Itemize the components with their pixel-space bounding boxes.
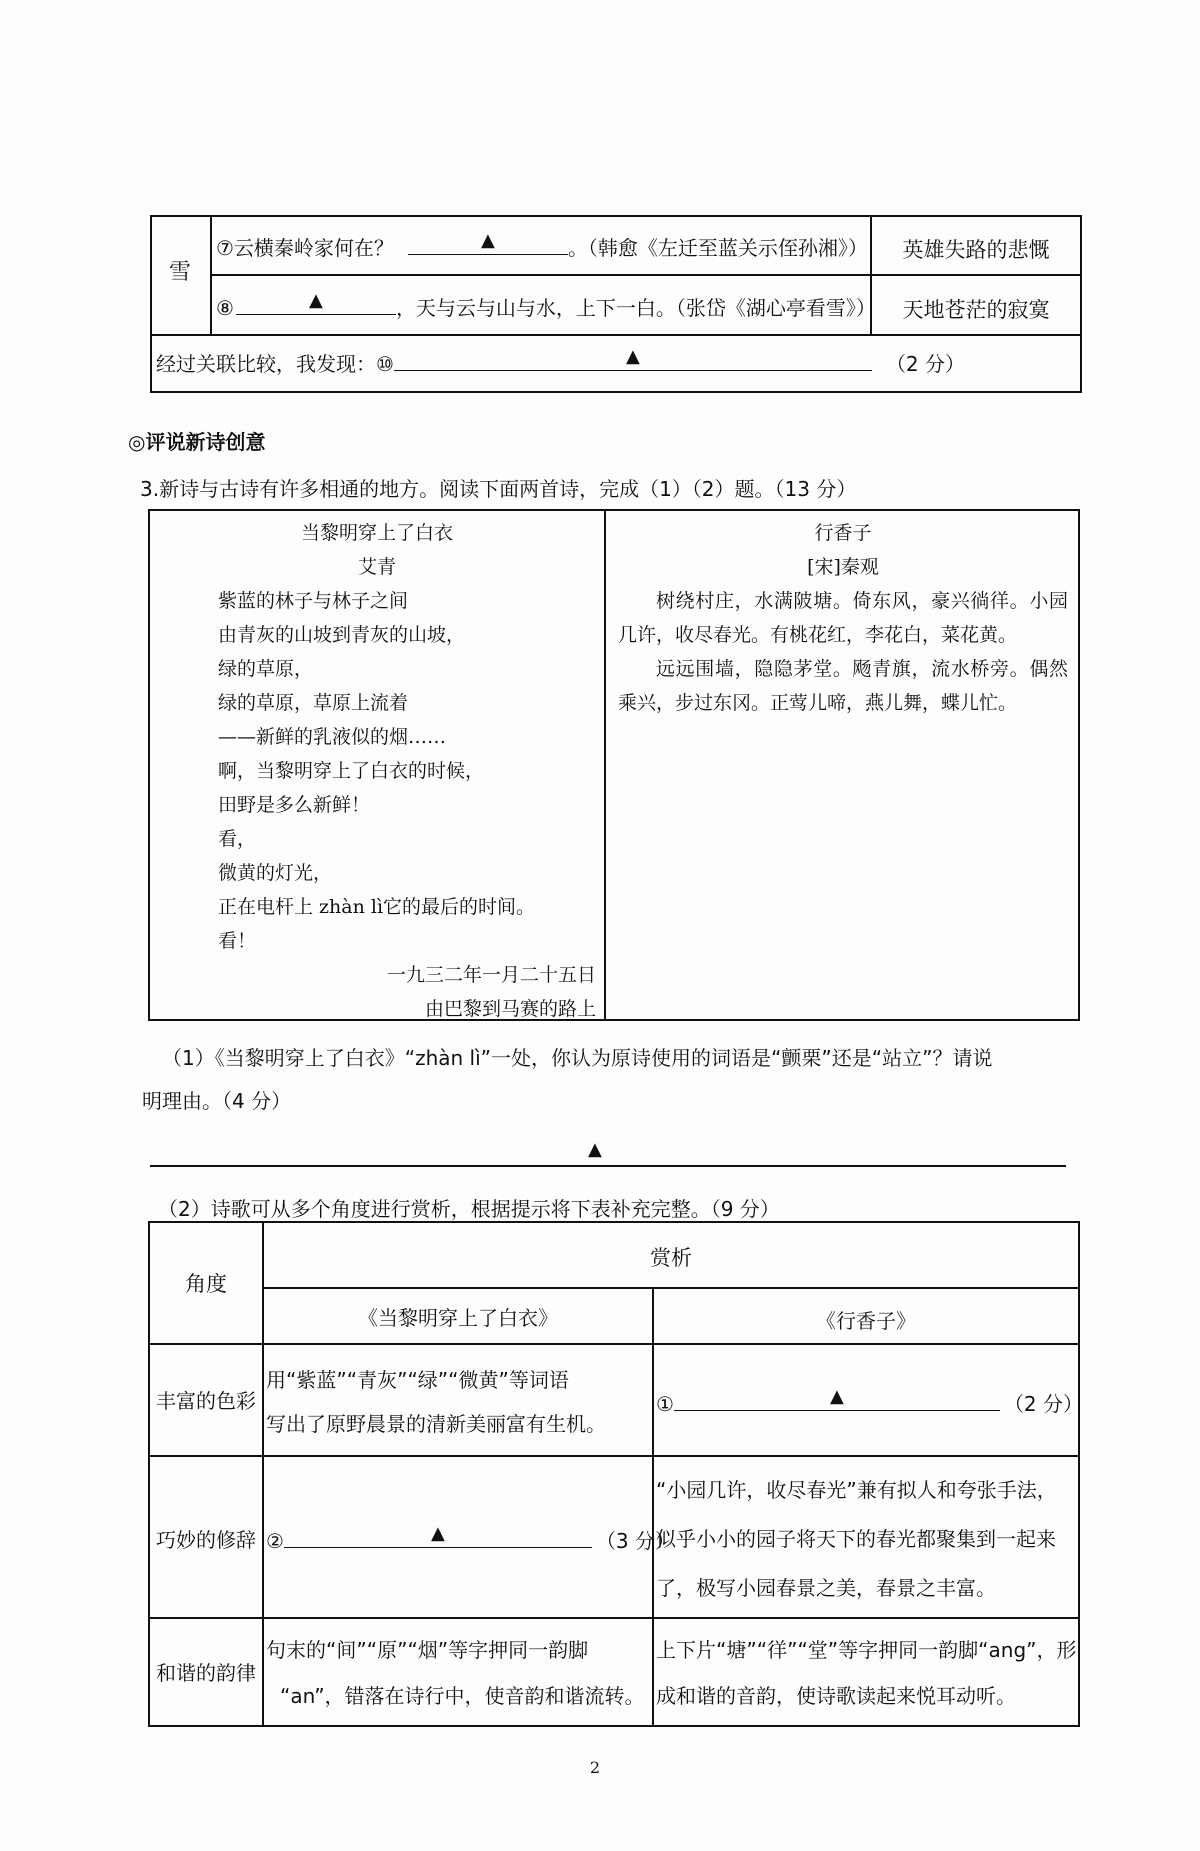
- poem-line: 微黄的灯光，: [218, 862, 333, 884]
- poem-left-title: 当黎明穿上了白衣: [300, 522, 453, 544]
- triangle-marker-icon: ▲: [830, 1386, 844, 1407]
- sub-question-1-answer-line[interactable]: [150, 1139, 1066, 1167]
- poem-line: 由青灰的山坡到青灰的山坡，: [218, 624, 466, 646]
- row7-text-before: ⑦云横秦岭家何在？: [216, 236, 394, 260]
- finding-row: [156, 348, 965, 377]
- row7-feeling: 英雄失路的悲慨: [902, 238, 1050, 262]
- page-number: 2: [589, 1758, 601, 1777]
- poem-line: 看！: [218, 930, 257, 952]
- poem-line: 啊，当黎明穿上了白衣的时候，: [218, 760, 485, 782]
- sub-question-1-line-2: 明理由。（4 分）: [142, 1089, 292, 1113]
- angle-rhythm: 和谐的韵律: [156, 1661, 256, 1685]
- angle-colors: 丰富的色彩: [156, 1389, 256, 1413]
- poem-left-place: 由巴黎到马赛的路上: [424, 998, 596, 1020]
- answer-blank-1[interactable]: [674, 1388, 1000, 1411]
- analysis-rhythm-poem-2: 上下片“塘”“徉”“堂”等字押同一韵脚“ang”，形 成和谐的音韵，使诗歌读起来悦耳动听。: [656, 1638, 1077, 1708]
- row8-text-after: ，天与云与山与水，上下一白。（张岱《湖心亭看雪》）: [395, 296, 876, 320]
- answer-blank-2[interactable]: [284, 1525, 592, 1548]
- angle-rhetoric: 巧妙的修辞: [156, 1528, 256, 1552]
- section-heading: ◎评说新诗创意: [128, 430, 266, 454]
- finding-answer-blank[interactable]: [394, 348, 872, 371]
- row8-feeling: 天地苍茫的寂寞: [902, 298, 1050, 322]
- analysis-rhetoric-poem-2: “小园几许，收尽春光”兼有拟人和夸张手法， 似乎小小的园子将天下的春光都聚集到一起来 了，极写小园春景之美，春景之丰富。: [656, 1478, 1057, 1600]
- analysis-rhetoric-poem-1: ② ▲ （3 分）: [266, 1523, 676, 1553]
- poem-line: 看，: [218, 828, 257, 850]
- poem-line: 绿的草原，: [218, 658, 314, 680]
- poem-right-title: 行香子: [814, 522, 872, 544]
- finding-score: （2 分）: [885, 352, 966, 376]
- question-3-stem: 3.新诗与古诗有许多相通的地方。阅读下面两首诗，完成（1）（2）题。（13 分）: [140, 477, 857, 501]
- header-poem-2: 《行香子》: [816, 1309, 916, 1333]
- poem-right-author: [宋]秦观: [807, 556, 879, 578]
- triangle-marker-icon: ▲: [626, 346, 640, 367]
- finding-label: 经过关联比较，我发现：⑩: [156, 352, 394, 376]
- analysis-colors-poem-1: 用“紫蓝”“青灰”“绿”“微黄”等词语 写出了原野晨景的清新美丽富有生机。: [266, 1368, 606, 1436]
- triangle-marker-icon: ▲: [481, 230, 495, 251]
- analysis-rhythm-poem-1: 句末的“间”“原”“烟”等字押同一韵脚 “an”，错落在诗行中，使音韵和谐流转。: [266, 1638, 645, 1708]
- poem-line: 绿的草原，草原上流着: [218, 692, 409, 714]
- header-angle: 角度: [185, 1272, 227, 1296]
- triangle-marker-icon: ▲: [588, 1139, 602, 1160]
- poem-right-para-1: 树绕村庄，水满陂塘。倚东风，豪兴徜徉。小园几许，收尽春光。有桃花红，李花白，菜花黄。: [618, 590, 1068, 646]
- table-row-8: [216, 292, 876, 321]
- analysis-colors-poem-2: ① ▲ （2 分）: [656, 1386, 1084, 1416]
- table-row-7: [216, 232, 868, 261]
- row8-text-before: ⑧: [216, 296, 234, 320]
- sub-question-2: （2）诗歌可从多个角度进行赏析，根据提示将下表补充完整。（9 分）: [158, 1197, 780, 1221]
- row7-text-after: 。（韩愈《左迁至蓝关示侄孙湘》）: [567, 236, 868, 260]
- row7-answer-blank[interactable]: [408, 232, 568, 255]
- poem-right: [618, 516, 1068, 720]
- poem-line: 正在电杆上 zhàn lì它的最后的时间。: [218, 896, 536, 918]
- table-group-label: 雪: [168, 260, 191, 285]
- sub-question-1-line-1: （1）《当黎明穿上了白衣》“zhàn lì”一处，你认为原诗使用的词语是“颤栗”还是“站立”？请说: [162, 1046, 993, 1070]
- poem-line: 田野是多么新鲜！: [218, 794, 371, 816]
- header-poem-1: 《当黎明穿上了白衣》: [358, 1306, 558, 1330]
- poem-line: ——新鲜的乳液似的烟……: [218, 726, 447, 748]
- header-analysis: 赏析: [650, 1246, 692, 1270]
- poem-left: [150, 516, 604, 1026]
- poem-right-para-2: 远远围墙，隐隐茅堂。飏青旗，流水桥旁。偶然乘兴，步过东冈。正莺儿啼，燕儿舞，蝶儿忙。: [618, 658, 1068, 714]
- poem-left-author: 艾青: [357, 556, 396, 578]
- poem-line: 紫蓝的林子与林子之间: [218, 590, 409, 612]
- triangle-marker-icon: ▲: [431, 1523, 445, 1544]
- row8-answer-blank[interactable]: [236, 292, 396, 315]
- poem-left-date: 一九三二年一月二十五日: [386, 964, 596, 986]
- triangle-marker-icon: ▲: [309, 290, 323, 311]
